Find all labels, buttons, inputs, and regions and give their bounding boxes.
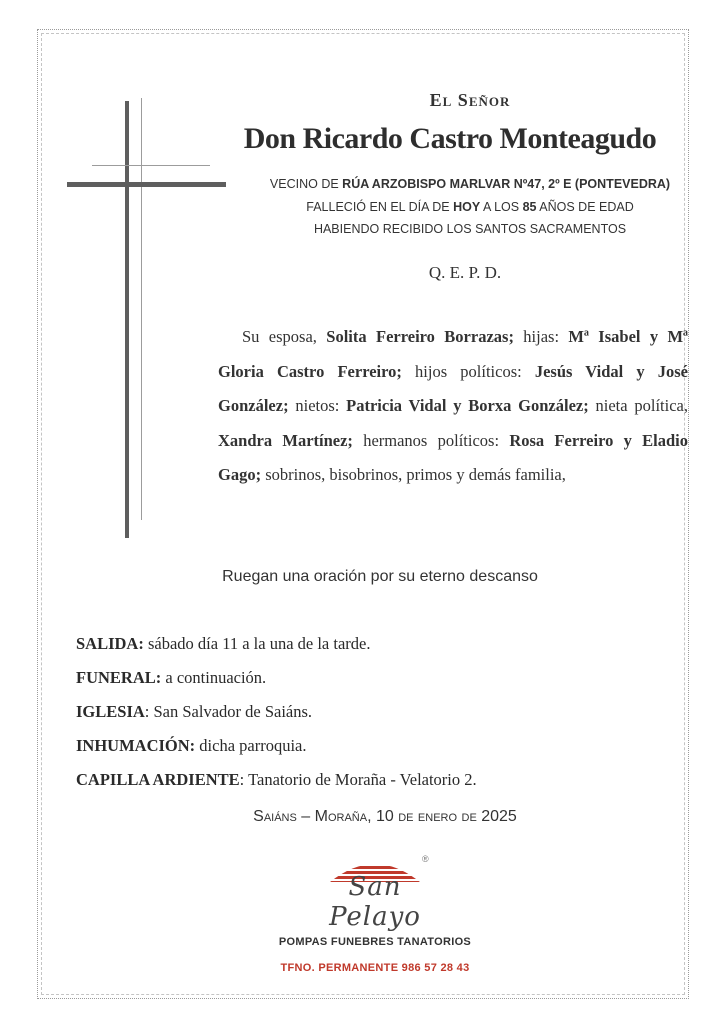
place-date: Saiáns – Moraña, 10 de enero de 2025 [253,808,517,825]
detail-funeral: FUNERAL: a continuación. [76,668,267,687]
info-death: FALLECIÓ EN EL DÍA DE HOY A LOS 85 AÑOS DE EDAD [306,200,634,214]
detail-iglesia: IGLESIA: San Salvador de Saiáns. [76,702,313,721]
services-label: POMPAS FUNEBRES TANATORIOS [278,936,472,948]
prayer-request: Ruegan una oración por su eterno descanso [222,568,538,585]
qepd: Q. E. P. D. [428,263,502,282]
info-residence: VECINO DE RÚA ARZOBISPO MARLVAR Nº47, 2º E (PONTEVEDRA) [269,177,671,191]
detail-inhumacion: INHUMACIÓN: dicha parroquia. [76,736,307,755]
detail-capilla: CAPILLA ARDIENTE: Tanatorio de Moraña - Velatorio 2. [76,770,477,789]
phone-number: TFNO. PERMANENTE 986 57 28 43 [280,962,470,974]
info-sacraments: HABIENDO RECIBIDO LOS SANTOS SACRAMENTOS [313,222,627,236]
family-list: Su esposa, Solita Ferreiro Borrazas; hijas: Mª Isabel y Mª Gloria Castro Ferreiro; hijos políticos: Jesús Vidal y José González; nietos: Patricia Vidal y Borxa González; nieta política, Xandra Martínez; hermanos políticos: Rosa Ferreiro y Eladio Gago; sobrinos, bisobrinos, primos y demás familia, [218,327,689,484]
registered-mark: ® [422,854,429,864]
detail-salida: SALIDA: sábado día 11 a la una de la tarde. [76,634,371,653]
honorific-title: El Señor [429,90,511,110]
brand-name: San Pelayo [329,872,421,932]
deceased-name: Don Ricardo Castro Monteagudo [243,122,657,155]
